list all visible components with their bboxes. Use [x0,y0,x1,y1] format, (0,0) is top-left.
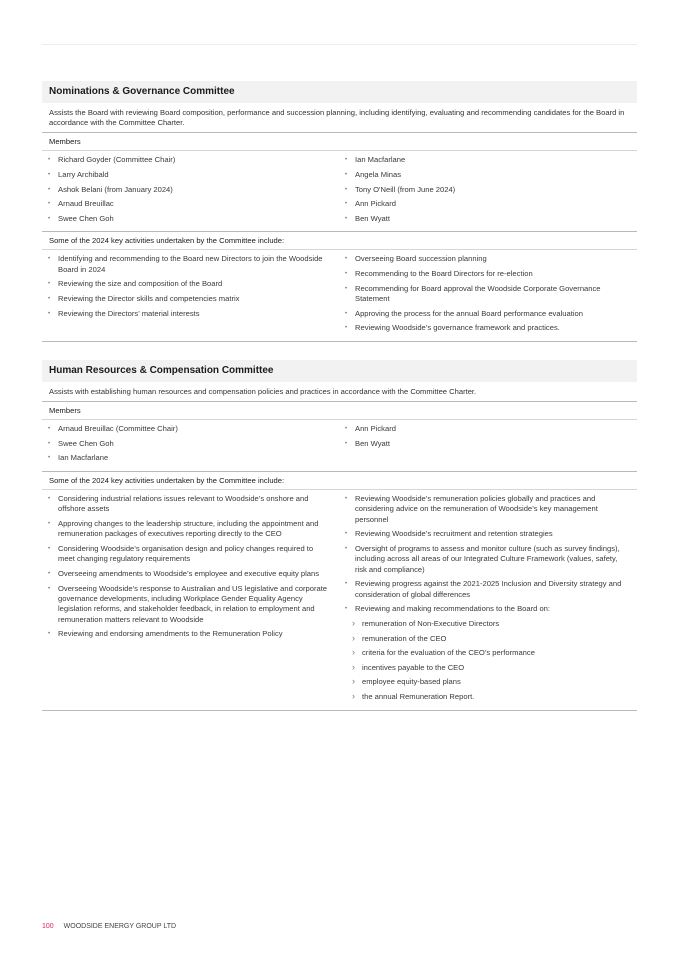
sub-list-item: › incentives payable to the CEO [339,663,637,673]
list-item: • Richard Goyder (Committee Chair) [42,155,339,165]
members-list [42,151,637,232]
activities-heading: Some of the 2024 key activities undertaken by the Committee include: [42,232,637,250]
list-item: • Arnaud Breuillac [42,199,339,209]
sub-list-item: › criteria for the evaluation of the CEO’s performance [339,648,637,658]
list-item: • Recommending to the Board Directors for re-election [339,269,637,279]
list-item: • Reviewing Woodside’s recruitment and retention strategies [339,529,637,539]
list-item: • Reviewing the size and composition of the Board [42,279,339,289]
sub-list-item: › employee equity-based plans [339,677,637,687]
members-list [42,420,637,472]
list-item: • Approving changes to the leadership structure, including the appointment and remuneration packages of executives reporting directly to the CEO [42,519,339,540]
activities-list [42,250,637,341]
list-item: • Overseeing amendments to Woodside’s employee and executive equity plans [42,569,339,579]
list-item: • Reviewing Woodside’s remuneration policies globally and practices and considering advice on the remuneration of Woodside’s key management personnel [339,494,637,525]
list-item: • Reviewing the Director skills and competencies matrix [42,294,339,304]
list-item: • Oversight of programs to assess and monitor culture (such as survey findings), including across all areas of our Integrated Culture Framework (values, safety, risk and compliance) [339,544,637,575]
list-item: • Swee Chen Goh [42,214,339,224]
activities-list [42,490,637,711]
members-heading: Members [42,133,637,151]
page-footer [42,923,176,930]
company-name: WOODSIDE ENERGY GROUP LTD [63,923,177,930]
section-title: Human Resources & Compensation Committee [42,360,637,382]
list-item: • Ann Pickard [339,424,637,434]
sub-list-item: › remuneration of Non-Executive Directors [339,619,637,629]
list-item: • Arnaud Breuillac (Committee Chair) [42,424,339,434]
list-item: • Considering Woodside’s organisation design and policy changes required to meet changing regulatory requirements [42,544,339,565]
list-item: • Swee Chen Goh [42,439,339,449]
list-item: • Reviewing progress against the 2021-2025 Inclusion and Diversity strategy and consideration of global differences [339,579,637,600]
list-item: • Reviewing and endorsing amendments to the Remuneration Policy [42,629,339,639]
list-item: • Reviewing the Directors’ material interests [42,309,339,319]
nominations-governance-section [42,81,637,342]
list-item: • Ian Macfarlane [339,155,637,165]
list-item: • Recommending for Board approval the Woodside Corporate Governance Statement [339,284,637,305]
list-item: • Tony O'Neill (from June 2024) [339,185,637,195]
list-item: • Reviewing Woodside’s governance framework and practices. [339,323,637,333]
section-description: Assists the Board with reviewing Board composition, performance and succession planning, including identifying, evaluating and recommending candidates for the Board in accordance with the Committee Charter. [42,103,637,133]
list-item: • Reviewing and making recommendations to the Board on: [339,604,637,614]
list-item: • Ben Wyatt [339,214,637,224]
list-item: • Ian Macfarlane [42,453,339,463]
hr-compensation-section [42,360,637,711]
section-description: Assists with establishing human resources and compensation policies and practices in accordance with the Committee Charter. [42,382,637,402]
section-title: Nominations & Governance Committee [42,81,637,103]
list-item: • Considering industrial relations issues relevant to Woodside’s onshore and offshore assets [42,494,339,515]
sub-list-item: › remuneration of the CEO [339,634,637,644]
page-number: 100 [42,923,54,930]
list-item: • Approving the process for the annual Board performance evaluation [339,309,637,319]
list-item: • Angela Minas [339,170,637,180]
list-item: • Overseeing Woodside’s response to Australian and US legislative and corporate governance developments, including Workplace Gender Equality Agency legislation reforms, and stakeholder feedback, in relation to employment and remuneration matters relevant to Woodside [42,584,339,626]
list-item: • Overseeing Board succession planning [339,254,637,264]
list-item: • Larry Archibald [42,170,339,180]
top-divider [42,44,637,45]
list-item: • Ann Pickard [339,199,637,209]
list-item: • Identifying and recommending to the Board new Directors to join the Woodside Board in 2024 [42,254,339,275]
activities-heading: Some of the 2024 key activities undertaken by the Committee include: [42,472,637,490]
sub-list-item: › the annual Remuneration Report. [339,692,637,702]
list-item: • Ben Wyatt [339,439,637,449]
members-heading: Members [42,402,637,420]
list-item: • Ashok Belani (from January 2024) [42,185,339,195]
